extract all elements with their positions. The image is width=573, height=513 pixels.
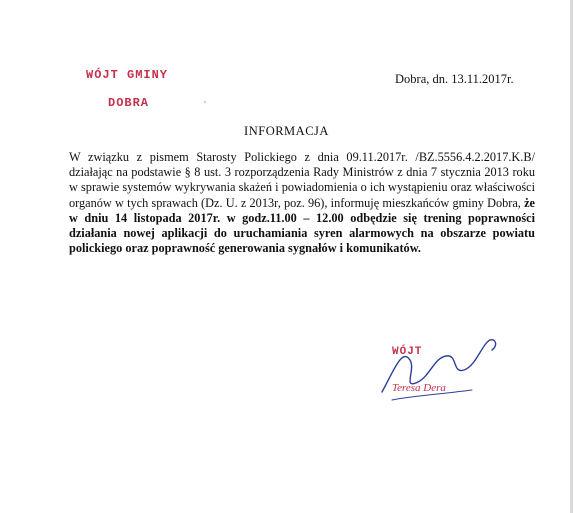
signature-stamp-title: WÓJT bbox=[392, 346, 423, 358]
body-paragraph-bold: że w dniu 14 listopada 2017r. w godz.11.00 – 12.00 odbędzie się trening poprawności działania nowej aplikacji do uruchamiania syren alarmowych na obszarze powiatu polickiego oraz poprawność generowania sygnałów i komunikatów. bbox=[69, 195, 535, 256]
place-date: Dobra, dn. 13.11.2017r. bbox=[395, 72, 514, 86]
stamp-mark: ' bbox=[204, 100, 206, 109]
document-body bbox=[69, 150, 535, 256]
stamp-title: WÓJT GMINY bbox=[86, 68, 169, 82]
document-heading: INFORMACJA bbox=[244, 124, 329, 138]
stamp-municipality: DOBRA bbox=[108, 96, 150, 110]
signature-stamp-name: Teresa Dera bbox=[392, 382, 446, 394]
body-paragraph-regular: W związku z pismem Starosty Polickiego z dnia 09.11.2017r. /BZ.5556.4.2.2017.K.B/ działając na podstawie § 8 ust. 3 rozporządzenia Rady Ministrów z dnia 7 stycznia 2013 roku w sprawie systemów wykrywania skażeń i powiadomienia o ich wystąpieniu oraz właściwości organów w tych sprawach (Dz. U. z 2013r, poz. 96), informuję mieszkańców gminy Dobra, bbox=[69, 150, 535, 210]
handwritten-signature bbox=[372, 330, 502, 410]
